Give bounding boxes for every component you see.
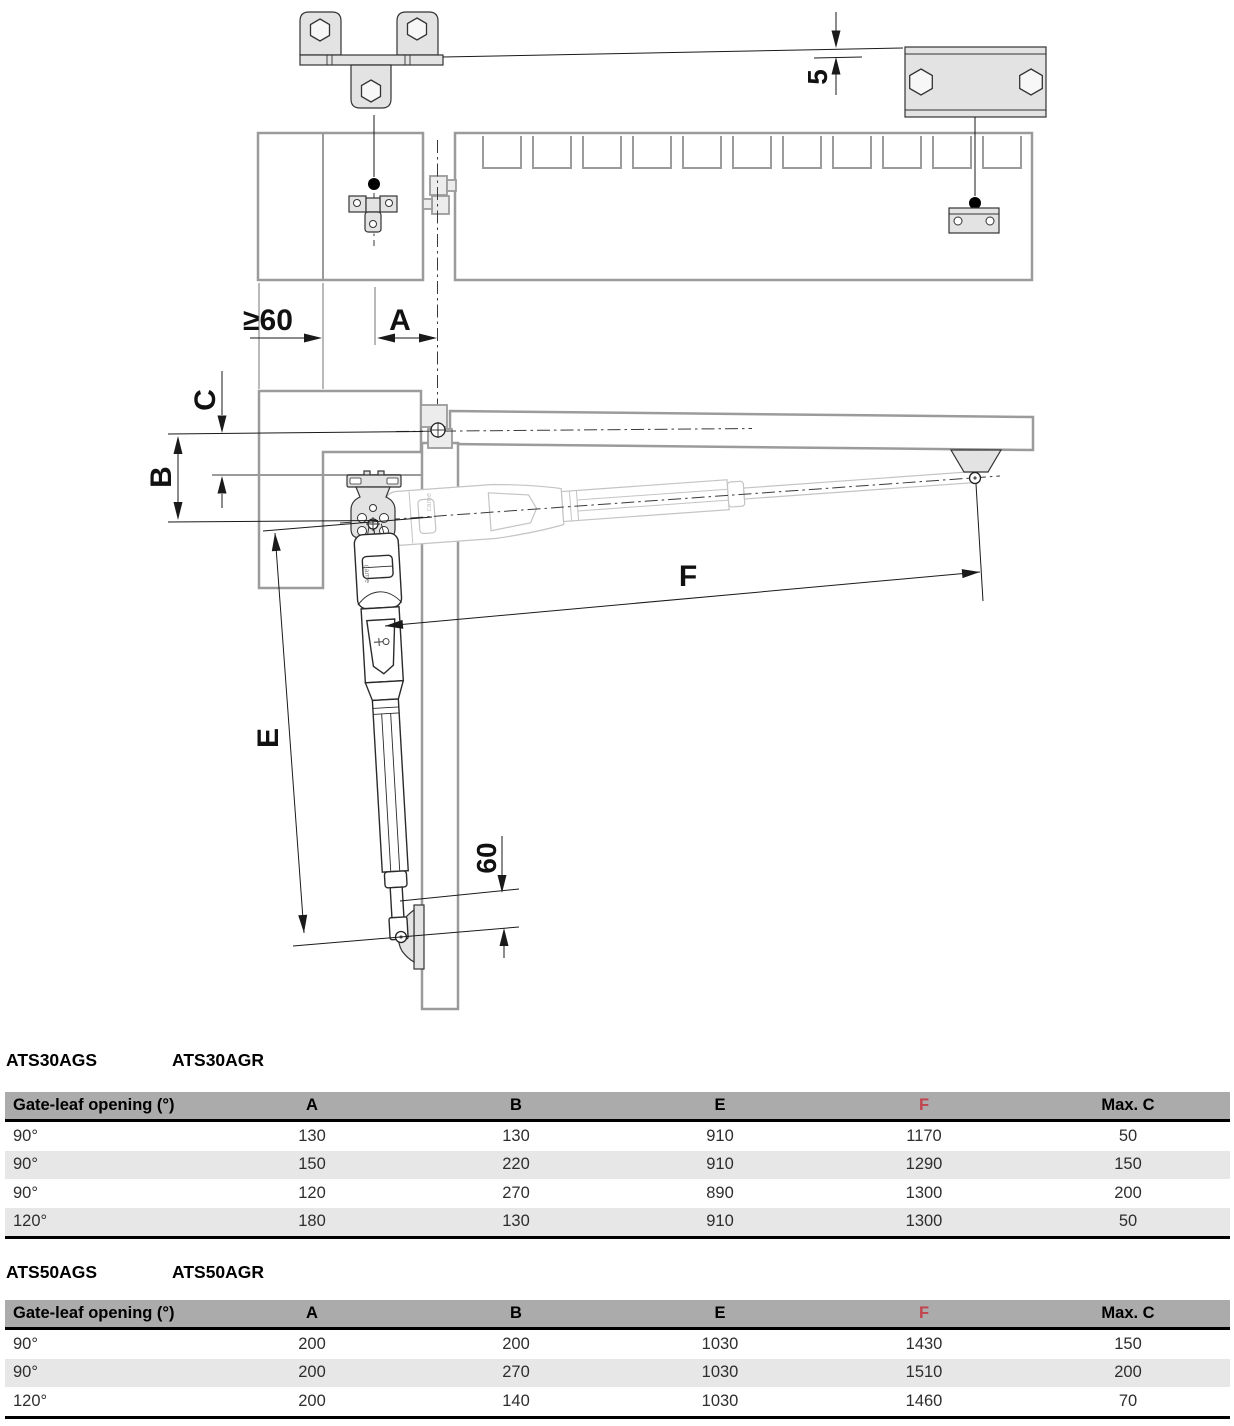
col-header-a: A	[210, 1300, 414, 1329]
actuator-open	[353, 523, 421, 941]
cell: 90°	[13, 1155, 38, 1174]
cell: 1460	[905, 1391, 943, 1410]
dim-label-post-offset: ≥60	[243, 304, 293, 337]
hex-bolt	[910, 69, 933, 95]
cell: 120	[298, 1183, 326, 1202]
cell: 910	[706, 1126, 734, 1145]
cell: 910	[706, 1212, 734, 1231]
cell: 90°	[13, 1126, 38, 1145]
table-row	[5, 1329, 1230, 1359]
table-row	[5, 1208, 1230, 1238]
cell: 130	[502, 1212, 530, 1231]
dimension-5	[802, 12, 841, 95]
cell: 1030	[701, 1363, 739, 1382]
col-header-f: F	[822, 1300, 1026, 1329]
table-header	[5, 1092, 1230, 1121]
col-header-e: E	[618, 1300, 822, 1329]
cell: 220	[502, 1155, 530, 1174]
cell: 1290	[905, 1155, 943, 1174]
dim-label-a: A	[389, 304, 411, 337]
model-name: ATS50AGR	[172, 1262, 265, 1282]
table-row	[5, 1359, 1230, 1388]
hex-bolt	[408, 18, 427, 40]
dim-label-60: 60	[471, 842, 502, 874]
cell: 180	[298, 1212, 326, 1231]
hex-bolt	[1020, 69, 1043, 95]
cell: 1030	[701, 1334, 739, 1353]
cell: 50	[1118, 1126, 1138, 1145]
dim-label-f: F	[678, 560, 698, 593]
model-names-ats50	[0, 1262, 1234, 1282]
cell: 130	[298, 1126, 326, 1145]
model-name: ATS50AGS	[6, 1262, 98, 1282]
spec-table-ats50	[5, 1300, 1230, 1419]
dimension-post-offset-and-a	[243, 283, 437, 389]
cell: 1430	[905, 1334, 943, 1353]
col-header-e: E	[618, 1092, 822, 1121]
actuator-closed-ghost	[375, 450, 976, 547]
cell: 120°	[13, 1212, 48, 1231]
cell: 150	[1114, 1334, 1142, 1353]
cell: 150	[1114, 1155, 1142, 1174]
table-row	[5, 1121, 1230, 1151]
brand-logo-open: came	[362, 564, 371, 584]
cell: 130	[502, 1126, 530, 1145]
dim-label-b: B	[145, 466, 178, 488]
cell: 1510	[905, 1363, 943, 1382]
gate-hinges	[423, 176, 456, 214]
col-header-b: B	[414, 1300, 618, 1329]
col-header-opening: Gate-leaf opening (°)	[5, 1092, 210, 1121]
table-row	[5, 1151, 1230, 1180]
dimension-f	[385, 560, 980, 629]
cell: 90°	[13, 1334, 38, 1353]
cell: 150	[298, 1155, 326, 1174]
gate-post-elevation	[258, 133, 423, 280]
table-header	[5, 1300, 1230, 1329]
spec-table-ats30	[5, 1092, 1230, 1239]
dim-label-c: C	[189, 389, 222, 411]
cell: 1030	[701, 1391, 739, 1410]
cell: 1300	[905, 1212, 943, 1231]
hex-bolt	[311, 19, 330, 41]
dim-label-e: E	[252, 727, 285, 749]
col-header-f: F	[822, 1092, 1026, 1121]
cell: 200	[1114, 1363, 1142, 1382]
cell: 120°	[13, 1391, 48, 1410]
plan-view	[212, 391, 1033, 1009]
cell: 890	[706, 1183, 734, 1202]
table-row	[5, 1387, 1230, 1417]
cell: 50	[1118, 1212, 1138, 1231]
col-header-maxc: Max. C	[1026, 1092, 1230, 1121]
table-row	[5, 1179, 1230, 1208]
cell: 200	[298, 1391, 326, 1410]
col-header-maxc: Max. C	[1026, 1300, 1230, 1329]
cell: 200	[1114, 1183, 1142, 1202]
cell: 90°	[13, 1183, 38, 1202]
leader-dot	[368, 178, 380, 190]
cell: 200	[298, 1334, 326, 1353]
cell: 200	[502, 1334, 530, 1353]
cell: 1170	[906, 1126, 942, 1145]
model-name: ATS30AGR	[172, 1050, 265, 1070]
col-header-b: B	[414, 1092, 618, 1121]
brand-logo-ghost: came	[426, 492, 433, 512]
front-bracket-on-leaf	[949, 208, 999, 233]
col-header-a: A	[210, 1092, 414, 1121]
cell: 1300	[905, 1183, 943, 1202]
col-header-opening: Gate-leaf opening (°)	[5, 1300, 210, 1329]
cell: 270	[502, 1183, 530, 1202]
gate-leaf-elevation	[455, 133, 1032, 280]
cell: 140	[502, 1391, 530, 1410]
cell: 910	[706, 1155, 734, 1174]
dimension-b	[145, 436, 183, 520]
model-name: ATS30AGS	[6, 1050, 98, 1070]
model-names-ats30	[0, 1050, 1234, 1070]
cell: 270	[502, 1363, 530, 1382]
cell: 200	[298, 1363, 326, 1382]
hex-bolt	[362, 80, 381, 102]
dimension-c	[189, 371, 227, 508]
leader-dot	[969, 197, 981, 209]
dim-label-5: 5	[802, 69, 833, 85]
cell: 90°	[13, 1363, 38, 1382]
cell: 70	[1118, 1391, 1138, 1410]
